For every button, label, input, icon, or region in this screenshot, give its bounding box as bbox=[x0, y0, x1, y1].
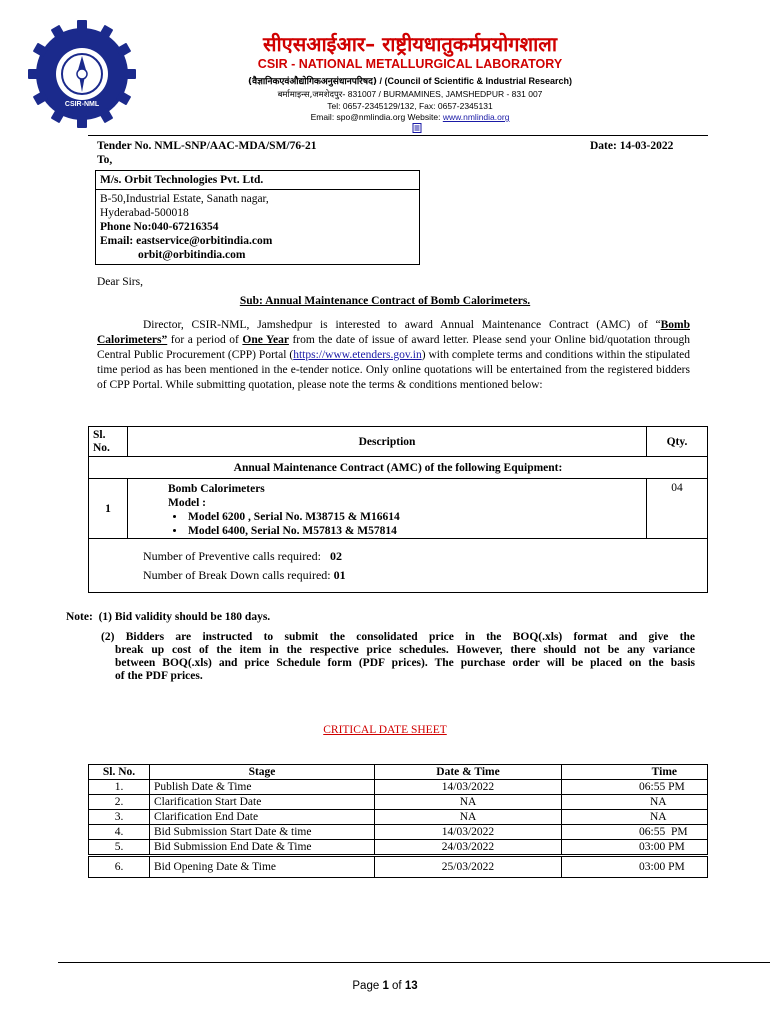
note-1: Note: (1) Bid validity should be 180 days. bbox=[66, 611, 271, 623]
email-line: Email: spo@nmlindia.org Website: www.nmlindia.org bbox=[310, 112, 510, 122]
item-sl: 1 bbox=[89, 479, 128, 539]
tender-date: Date: 14-03-2022 bbox=[590, 140, 674, 152]
to-label: To, bbox=[97, 154, 113, 166]
company-phone: Phone No:040-67216354 bbox=[100, 221, 219, 233]
tender-number: Tender No. NML-SNP/AAC-MDA/SM/76-21 bbox=[97, 140, 317, 152]
critical-dates-table bbox=[88, 764, 708, 878]
dates-header-sl: Sl. No. bbox=[89, 765, 150, 780]
critical-date-title: CRITICAL DATE SHEET bbox=[323, 724, 447, 736]
items-header-sl: Sl. No. bbox=[89, 427, 128, 457]
company-email-1: Email: eastservice@orbitindia.com bbox=[100, 235, 273, 247]
table-row: 2. Clarification Start Date NA NA bbox=[89, 795, 708, 810]
item-qty: 04 bbox=[647, 479, 708, 539]
company-name: M/s. Orbit Technologies Pvt. Ltd. bbox=[96, 171, 420, 190]
dates-header-time: Time bbox=[562, 765, 708, 780]
table-row: 5. Bid Submission End Date & Time 24/03/2022 03:00 PM bbox=[89, 840, 708, 856]
subject-line: Sub: Annual Maintenance Contract of Bomb Calorimeters. bbox=[239, 295, 531, 307]
note-2: (2) Bidders are instructed to submit the consolidated price in the BOQ(.xls) format and give the break up cost of the item in the respective price schedules. However, there should not be any variance between BOQ(.xls) and price Schedule form (PDF prices). The purchase order will be placed on the basis of the PDF prices. bbox=[101, 631, 695, 682]
body-paragraph: Director, CSIR-NML, Jamshedpur is interested to award Annual Maintenance Contract (AMC) of “Bomb Calorimeters” for a period of One Year from the date of issue of award letter. Please send your Online bid/quotation through Central Public Procurement (CPP) Portal (https://www.etenders.gov.in) with complete terms and conditions within the stipulated time period as has been mentioned in the e-tender notice. Only online quotations will be entertained from the registered bidders of CPP Portal. While submitting quotation, please note the terms & conditions mentioned below: bbox=[97, 319, 690, 391]
model-list-item: • Model 6400, Serial No. M57813 & M57814 bbox=[186, 524, 642, 538]
etenders-link[interactable]: https://www.etenders.gov.in bbox=[293, 349, 422, 361]
items-header-description: Description bbox=[128, 427, 647, 457]
model-list-item: • Model 6200 , Serial No. M38715 & M16614 bbox=[186, 510, 642, 524]
item-description: Bomb Calorimeters Model : • Model 6200 , Serial No. M38715 & M16614 • Model 6400, Serial No. M57813 & M57814 bbox=[128, 479, 647, 539]
website-link[interactable]: www.nmlindia.org bbox=[442, 112, 510, 122]
svg-text:CSIR-NML: CSIR-NML bbox=[64, 101, 100, 108]
items-table bbox=[88, 426, 708, 593]
address-line: बर्मामाइन्स,जमशेदपुर- 831007 / BURMAMINES, JAMSHEDPUR - 831 007 bbox=[277, 89, 543, 100]
table-row: 1. Publish Date & Time 14/03/2022 06:55 PM bbox=[89, 780, 708, 795]
institute-name-hindi: सीएसआईआर– राष्ट्रीयधातुकर्मप्रयोगशाला bbox=[262, 32, 558, 56]
table-row: 6. Bid Opening Date & Time 25/03/2022 03:00 PM bbox=[89, 856, 708, 878]
csir-logo bbox=[26, 18, 138, 130]
salutation: Dear Sirs, bbox=[97, 276, 143, 288]
dates-header-date: Date & Time bbox=[375, 765, 562, 780]
header-divider bbox=[88, 135, 708, 136]
items-header-qty: Qty. bbox=[647, 427, 708, 457]
service-calls: Number of Preventive calls required: 02 Number of Break Down calls required: 01 bbox=[89, 539, 708, 593]
phone-line: Tel: 0657-2345129/132, Fax: 0657-2345131 bbox=[327, 101, 493, 111]
footer-divider bbox=[58, 962, 770, 963]
company-address: B-50,Industrial Estate, Sanath nagar, Hyderabad-500018 Phone No:040-67216354 Email: eastservice@orbitindia.com orbit@orbitindia.com bbox=[96, 190, 420, 265]
dates-header-stage: Stage bbox=[150, 765, 375, 780]
institute-name-english: CSIR - NATIONAL METALLURGICAL LABORATORY bbox=[257, 57, 563, 71]
items-section-title: Annual Maintenance Contract (AMC) of the following Equipment: bbox=[89, 457, 708, 479]
page-number: Page 1 of 13 bbox=[352, 980, 418, 992]
company-email-2: orbit@orbitindia.com bbox=[138, 249, 246, 261]
document-icon bbox=[412, 123, 422, 133]
table-row: 3. Clarification End Date NA NA bbox=[89, 810, 708, 825]
addressee-box bbox=[95, 170, 420, 265]
table-row: 4. Bid Submission Start Date & time 14/03/2022 06:55 PM bbox=[89, 825, 708, 840]
council-line: (वैज्ञानिकएवंऔद्योगिकअनुसंधानपरिषद) / (Council of Scientific & Industrial Research) bbox=[247, 76, 573, 87]
